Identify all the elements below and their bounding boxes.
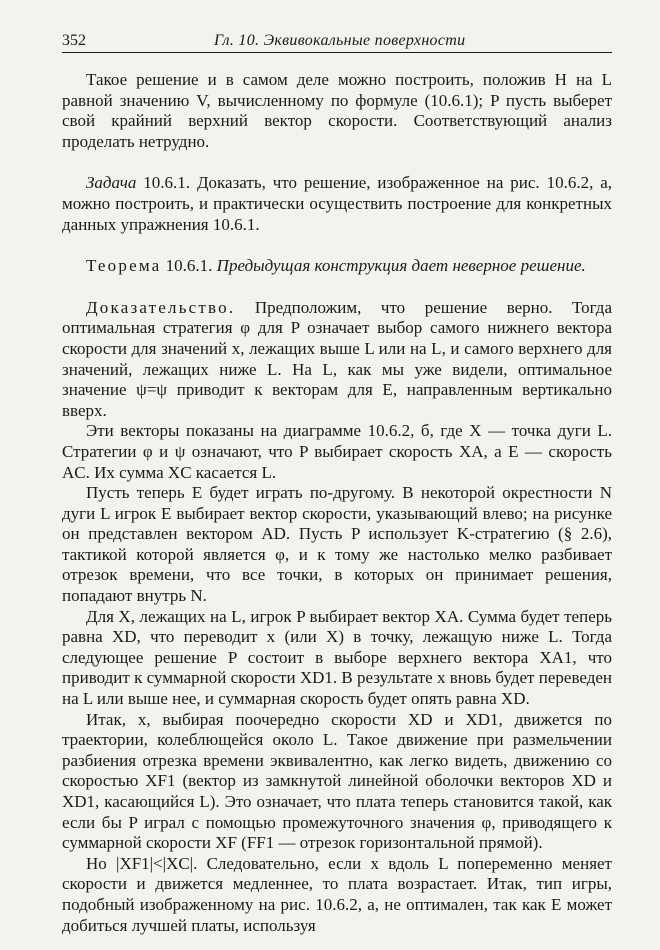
running-header xyxy=(62,30,612,53)
exercise-text: 10.6.1. Доказать, что решение, изображенное на рис. 10.6.2, а, можно построить, и практически осуществить построение для конкретных данных упражнения 10.6.1. xyxy=(62,173,612,234)
body-text xyxy=(62,70,612,936)
paragraph-solution-construction: Такое решение и в самом деле можно построить, положив H на L равной значению V, вычисленному по формуле (10.6.1); P пусть выберет свой крайний верхний вектор скорости. Соответствующий анализ проделать нетрудно. xyxy=(62,70,612,151)
running-title: Гл. 10. Эквивокальные поверхности xyxy=(214,32,466,49)
paragraph-exercise xyxy=(62,173,612,235)
paragraph-proof xyxy=(62,298,612,422)
proof-label: Доказательство. xyxy=(86,297,236,317)
paragraph-x-on-l: Для X, лежащих на L, игрок P выбирает вектор XA. Сумма будет теперь равна XD, что переводит x (или X) в точку, лежащую ниже L. Тогда следующее решение P состоит в выборе верхнего вектора XA1, что приводит к суммарной скорости XD1. В результате x вновь будет переведен на L или выше нее, и суммарная скорость будет опять равна XD. xyxy=(62,606,612,709)
paragraph-theorem xyxy=(62,256,612,277)
theorem-statement: Предыдущая конструкция дает неверное решение. xyxy=(216,256,586,276)
paragraph-oscillating-trajectory: Итак, x, выбирая поочередно скорости XD и XD1, движется по траектории, колеблющейся около L. Такое движение при размельчении разбиения отрезка времени эквивалентно, как легко видеть, движению со скоростью XF1 (вектор из замкнутой линейной оболочки векторов XD и XD1, касающийся L). Это означает, что плата теперь становится такой, как если бы P играл с помощью промежуточного значения φ, приводящего к суммарной скорости XF (FF1 — отрезок горизонтальной прямой). xyxy=(62,709,612,853)
exercise-label: Задача xyxy=(86,173,137,193)
page-number: 352 xyxy=(62,32,86,49)
paragraph-e-plays-differently: Пусть теперь E будет играть по-другому. В некоторой окрестности N дуги L игрок E выбирает вектор скорости, указывающий влево; на рисунке он представлен вектором AD. Пусть P использует K-стратегию (§ 2.6), тактикой которой является φ, и к тому же настолько мелко разбивает отрезок времени, что все точки, в которых он принимает решения, попадают внутрь N. xyxy=(62,483,612,606)
theorem-number: 10.6.1. xyxy=(161,256,217,276)
theorem-label: Теорема xyxy=(86,256,162,276)
paragraph-conclusion: Но |XF1|<|XC|. Следовательно, если x вдоль L попеременно меняет скорости и движется медленнее, то плата возрастает. Итак, тип игры, подобный изображенному на рис. 10.6.2, а, не оптимален, так как E может добиться лучшей платы, используя xyxy=(62,853,612,935)
paragraph-diagram-vectors: Эти векторы показаны на диаграмме 10.6.2, б, где X — точка дуги L. Стратегии φ и ψ означают, что P выбирает скорость XA, а E — скорость AC. Их сумма XC касается L. xyxy=(62,421,612,482)
proof-text: Предположим, что решение верно. Тогда оптимальная стратегия φ для P означает выбор самого нижнего вектора скорости для значений x, лежащих выше L или на L, и самого верхнего для значений, лежащих ниже L. На L, как мы уже видели, оптимальное значение ψ=ψ приводит к векторам для E, направленным вертикально вверх. xyxy=(62,297,612,420)
